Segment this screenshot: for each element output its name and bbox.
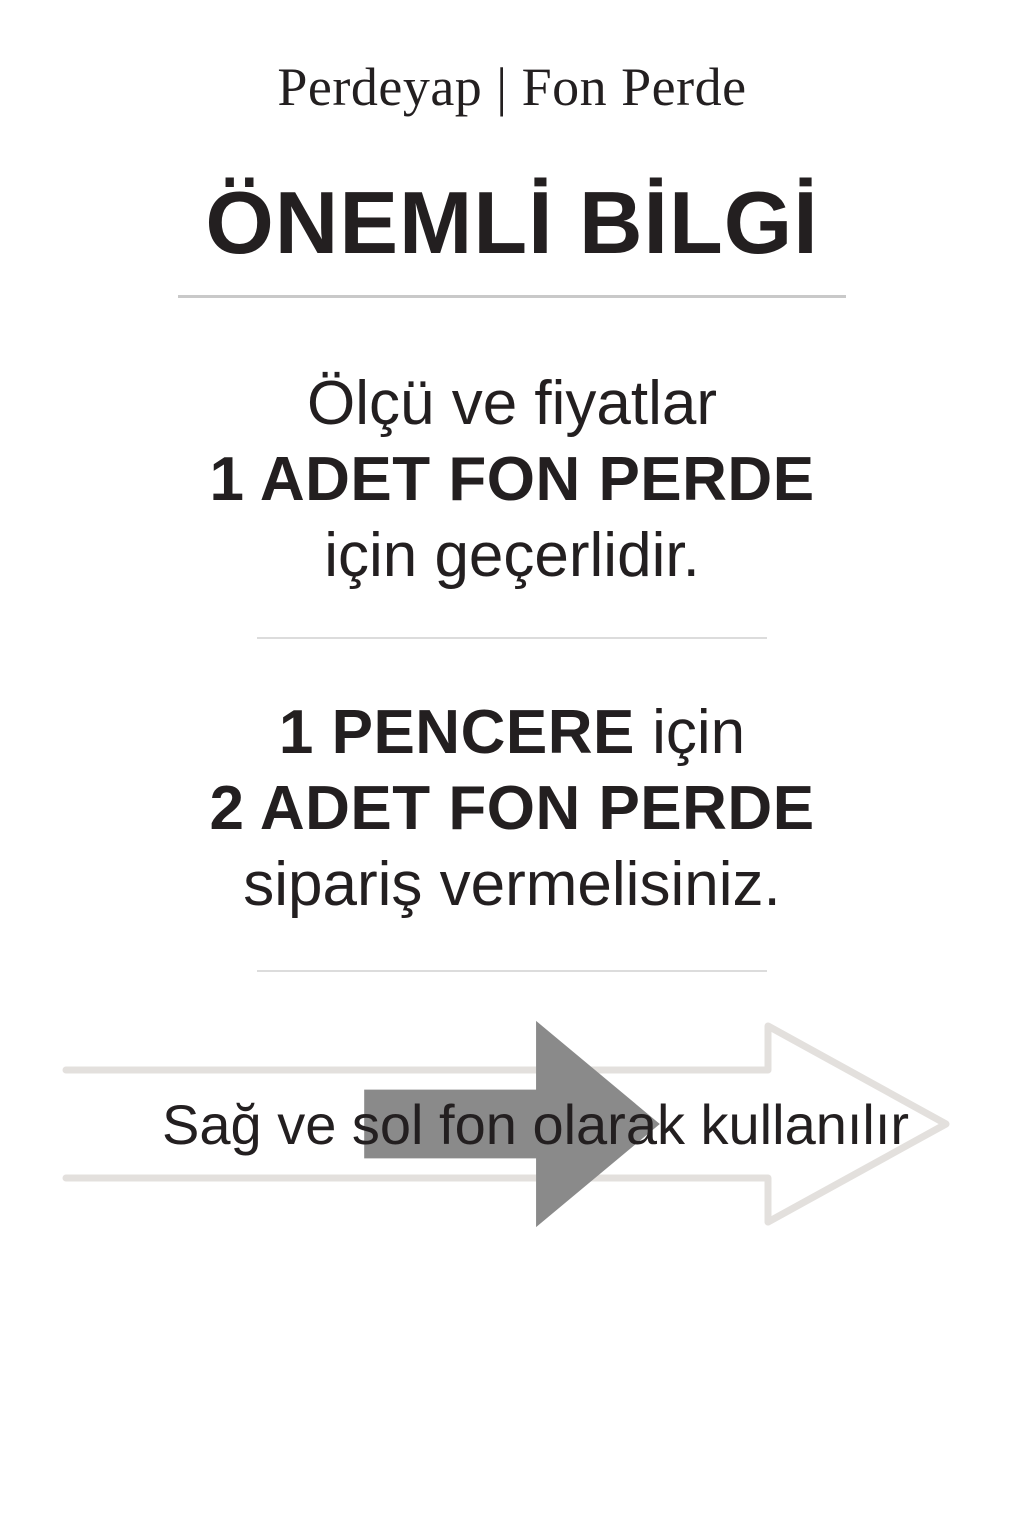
title-divider (178, 295, 846, 298)
info-one-line-2: 1 ADET FON PERDE (209, 445, 815, 515)
info-two-line-3: sipariş vermelisiniz. (243, 849, 781, 919)
info-two-line-1-bold: 1 PENCERE (278, 698, 635, 768)
info-two-line-1-light: için (634, 698, 746, 768)
usage-banner-label: Sağ ve sol fon olarak kullanılır (162, 1092, 910, 1156)
info-two-line-1 (0, 695, 1024, 771)
info-one-line-1: Ölçü ve fiyatlar (306, 369, 718, 439)
page-title: ÖNEMLİ BİLGİ (205, 173, 819, 273)
brand-title: Perdeyap | Fon Perde (277, 57, 747, 117)
info-one-line-3: için geçerlidir. (324, 520, 700, 590)
section-divider-one (257, 637, 767, 639)
info-two-line-2: 2 ADET FON PERDE (209, 773, 815, 843)
info-block-two (0, 695, 1024, 922)
section-divider-two (257, 970, 767, 972)
info-block-one (0, 366, 1024, 593)
usage-banner (62, 1014, 962, 1234)
